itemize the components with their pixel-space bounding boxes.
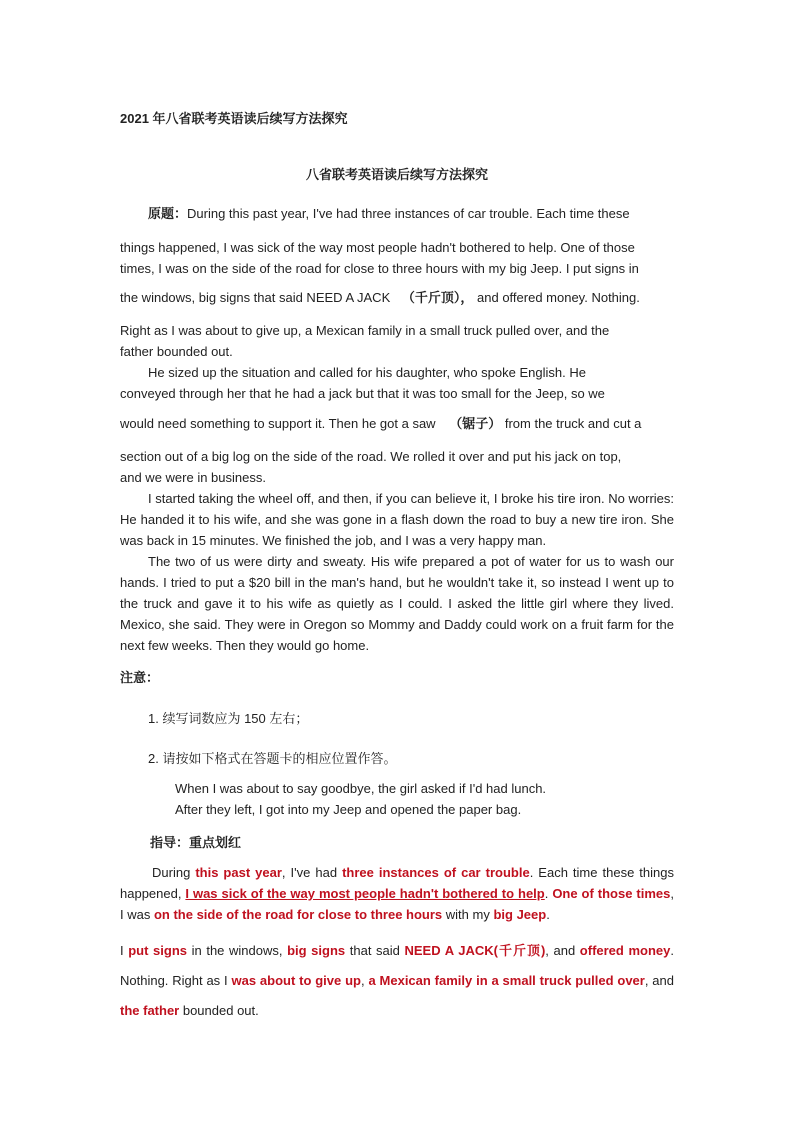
highlighted-phrase: was about to give up — [231, 973, 361, 988]
guide-text: . — [546, 907, 550, 922]
note-item-2: 2. 请按如下格式在答题卡的相应位置作答。 — [148, 751, 397, 766]
guide-text: that said — [345, 943, 405, 958]
guide-text: . Nothing. Right as I — [120, 943, 674, 988]
guide-text: , — [360, 973, 369, 988]
paragraph-2-line-1: He sized up the situation and called for his daughter, who spoke English. He — [148, 365, 586, 380]
guide-text: , I was — [120, 886, 674, 922]
highlighted-phrase: One of those times — [552, 886, 671, 901]
guide-text: , and — [644, 973, 674, 988]
format-line-2: After they left, I got into my Jeep and opened the paper bag. — [175, 802, 522, 817]
paragraph-2-line-5: and we were in business. — [120, 470, 266, 485]
guide-paragraph-1 — [120, 862, 674, 925]
original-line-3: times, I was on the side of the road for close to three hours with my big Jeep. I put signs in — [120, 261, 639, 276]
original-line-6: father bounded out. — [120, 344, 233, 359]
guide-text: in the windows, — [187, 943, 288, 958]
jack-annotation: （千斤顶）， — [401, 290, 474, 305]
original-line-1: 原题：During this past year, I've had three instances of car trouble. Each time these — [120, 203, 674, 224]
note-item-1: 1. 续写词数应为 150 左右； — [148, 711, 309, 726]
highlighted-phrase: three instances of car trouble — [342, 865, 530, 880]
paragraph-2-line-2: conveyed through her that he had a jack but that it was too small for the Jeep, so we — [120, 386, 605, 401]
original-line-4: the windows, big signs that said NEED A JACK （千斤顶）， and offered money. Nothing. — [120, 290, 640, 305]
highlighted-phrase: put signs — [128, 943, 187, 958]
format-line-1: When I was about to say goodbye, the girl asked if I'd had lunch. — [175, 781, 547, 796]
guide-text: , I've had — [281, 865, 343, 880]
paragraph-4: The two of us were dirty and sweaty. His wife prepared a pot of water for us to wash our hands. I tried to put a $20 bill in the man's hand, but he wouldn't take it, so instead I went up to the truck and gave it to his wife as quietly as I could. I asked the little girl where they lived. Mexico, she said. They were in Oregon so Mommy and Daddy could work on a fruit farm for the next few weeks. Then they would go home. — [120, 554, 674, 653]
paragraph-2-line-3: would need something to support it. Then he got a saw （锯子） from the truck and cut a — [120, 416, 642, 431]
guide-text: . Each time these things happened, — [120, 865, 674, 901]
guide-text: During — [152, 865, 196, 880]
notes-label: 注意： — [120, 670, 160, 685]
highlighted-phrase: big Jeep — [493, 907, 547, 922]
highlighted-phrase: this past year — [195, 865, 282, 880]
guide-text: , and — [545, 943, 580, 958]
guide-text: I — [120, 943, 129, 958]
highlighted-phrase: on the side of the road for close to three hours — [153, 907, 443, 922]
document-subtitle: 八省联考英语读后续写方法探究 — [305, 167, 488, 182]
paragraph-3: I started taking the wheel off, and then, if you can believe it, I broke his tire iron. No worries: He handed it to his wife, and she was gone in a flash down the road to buy a new tire iron. She was back in 15 minutes. We finished the job, and I was a very happy man. — [120, 491, 674, 548]
paragraph-2-line-4: section out of a big log on the side of the road. We rolled it over and put his jack on top, — [120, 449, 622, 464]
highlighted-phrase: a Mexican family in a small truck pulled over — [368, 973, 645, 988]
guide-text: bounded out. — [179, 1003, 259, 1018]
saw-annotation: （锯子） — [449, 416, 502, 431]
guide-text: with my — [442, 907, 494, 922]
highlighted-phrase: the father — [120, 1003, 180, 1018]
original-line-2: things happened, I was sick of the way most people hadn't bothered to help. One of those — [120, 240, 635, 255]
guide-paragraph-2 — [120, 936, 674, 1026]
guide-text: . — [544, 886, 553, 901]
highlighted-phrase: big signs — [287, 943, 346, 958]
highlighted-phrase: offered money — [579, 943, 671, 958]
original-line-5: Right as I was about to give up, a Mexican family in a small truck pulled over, and the — [120, 323, 610, 338]
original-label: 原题： — [148, 206, 188, 221]
document-title: 2021 年八省联考英语读后续写方法探究 — [120, 111, 348, 126]
guide-label: 指导：重点划红 — [150, 835, 242, 850]
highlighted-phrase: I was sick of the way most people hadn't bothered to help — [185, 886, 545, 901]
highlighted-phrase: NEED A JACK(千斤顶) — [404, 943, 546, 958]
